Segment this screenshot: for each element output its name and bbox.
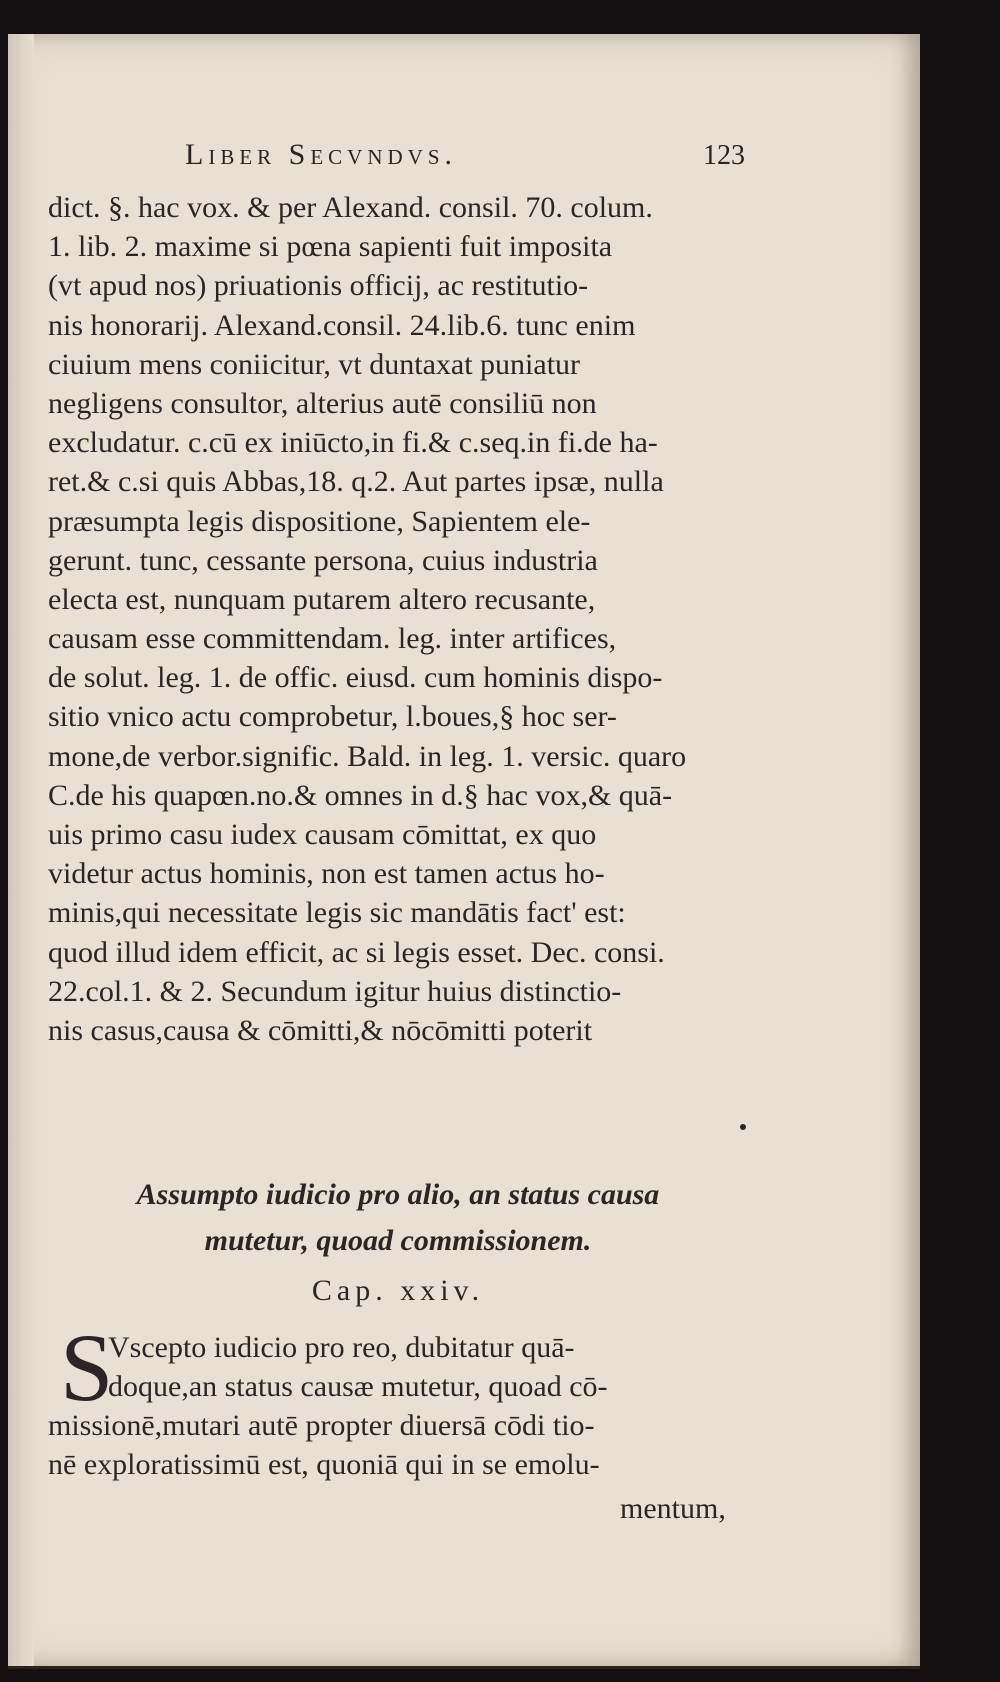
chapter-line: missionē,mutari autē propter diuersā cōdi tio-: [48, 1409, 595, 1442]
drop-cap: S: [60, 1314, 114, 1421]
body-line: electa est, nunquam putarem altero recusante,: [48, 582, 596, 616]
body-line: causam esse committendam. leg. inter artifices,: [48, 622, 617, 656]
body-line: 1. lib. 2. maxime si pœna sapienti fuit imposita: [48, 230, 613, 264]
chapter-number: Cap. xxiv.: [311, 1274, 485, 1307]
body-text: [48, 188, 748, 1050]
body-line: uis primo casu iudex causam cōmittat, ex quo: [48, 818, 597, 851]
running-title: Liber Secvndvs.: [185, 138, 458, 171]
heading-line-2: mutetur, quoad commissionem.: [204, 1224, 592, 1257]
page-gutter: [8, 34, 34, 1666]
body-line: ciuium mens coniicitur, vt duntaxat puniatur: [48, 347, 581, 381]
body-line: præsumpta legis dispositione, Sapientem ele-: [48, 504, 591, 538]
chapter-line: nē exploratissimū est, quoniā qui in se emolu-: [48, 1448, 600, 1481]
body-line: videtur actus hominis, non est tamen actus ho-: [48, 857, 605, 891]
catchword: mentum,: [620, 1492, 726, 1525]
body-line: nis casus,causa & cōmitti,& nōcōmitti poterit: [48, 1013, 593, 1047]
body-line: C.de his quapœn.no.& omnes in d.§ hac vox,& quā-: [48, 778, 673, 812]
body-line: excludatur. c.cū ex iniūcto,in fi.& c.seq.in fi.de ha-: [48, 426, 658, 460]
body-line: 22.col.1. & 2. Secundum igitur huius distinctio-: [48, 974, 622, 1008]
heading-line-1: Assumpto iudicio pro alio, an status causa: [136, 1178, 660, 1211]
chapter-line: doque,an status causæ mutetur, quoad cō-: [108, 1370, 608, 1403]
body-line: sitio vnico actu comprobetur, l.boues,§ hoc ser-: [48, 700, 617, 734]
page-header: [185, 138, 745, 182]
page-number: 123: [703, 140, 745, 171]
body-line: gerunt. tunc, cessante persona, cuius industria: [48, 543, 598, 577]
ink-dot: [740, 1124, 746, 1130]
body-line: dict. §. hac vox. & per Alexand. consil. 70. colum.: [48, 191, 653, 224]
chapter-line: Vscepto iudicio pro reo, dubitatur quā-: [108, 1331, 575, 1364]
chapter-heading: [48, 1172, 748, 1316]
body-line: nis honorarij. Alexand.consil. 24.lib.6. tunc enim: [48, 308, 636, 342]
chapter-text: [48, 1314, 748, 1484]
body-line: negligens consultor, alterius autē consiliū non: [48, 386, 597, 420]
body-line: mone,de verbor.signific. Bald. in leg. 1. versic. quaro: [48, 739, 687, 773]
body-line: minis,qui necessitate legis sic mandātis fact' est:: [48, 896, 626, 930]
body-line: quod illud idem efficit, ac si legis esset. Dec. consi.: [48, 935, 665, 969]
body-line: de solut. leg. 1. de offic. eiusd. cum hominis dispo-: [48, 661, 663, 695]
body-line: ret.& c.si quis Abbas,18. q.2. Aut partes ipsæ, nulla: [48, 465, 664, 499]
body-line: (vt apud nos) priuationis officij, ac restitutio-: [48, 269, 589, 303]
